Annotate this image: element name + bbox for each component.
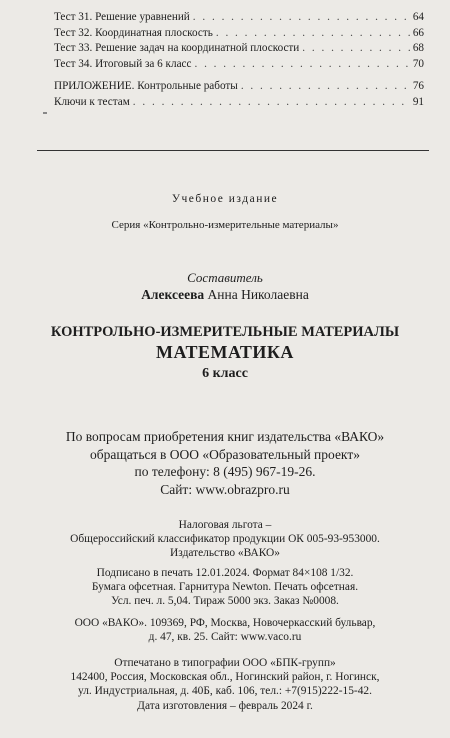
toc-entry-page: 64 [412, 11, 424, 23]
series-name: Серия «Контрольно-измерительные материалы» [111, 219, 339, 231]
contact-line: по телефону: 8 (495) 967-19-26. [134, 464, 316, 479]
print-line: Бумага офсетная. Гарнитура Newton. Печать офсетная. [91, 581, 359, 593]
publisher-line: д. 47, кв. 25. Сайт: www.vaco.ru [148, 631, 302, 643]
toc-leader-dots [194, 57, 409, 73]
toc-entry [54, 10, 424, 26]
toc-entry-title: Тест 34. Итоговый за 6 класс [54, 57, 192, 70]
book-title-line1: КОНТРОЛЬНО-ИЗМЕРИТЕЛЬНЫЕ МАТЕРИАЛЫ [50, 324, 400, 340]
tax-line: Налоговая льгота – [178, 519, 272, 531]
purchase-contact [0, 428, 450, 498]
toc-entry-page: 66 [412, 26, 424, 39]
book-title-line2: МАТЕМАТИКА [156, 342, 294, 362]
tax-info [0, 518, 450, 560]
print-line: Подписано в печать 12.01.2024. Формат 84×108 1/32. [96, 567, 354, 579]
toc-entry [54, 26, 424, 42]
printer-line: Отпечатано в типографии ООО «БПК-групп» [114, 657, 336, 669]
toc-leader-dots [302, 41, 410, 57]
printer-line: 142400, Россия, Московская обл., Ногинский район, г. Ногинск, [70, 671, 380, 683]
toc-leader-dots [216, 26, 410, 42]
author-surname: Алексеева [141, 287, 205, 302]
publisher-address [0, 616, 450, 644]
toc-entry-page: 68 [412, 42, 424, 54]
compiler-label: Составитель [187, 270, 263, 285]
toc-entry-title: Ключи к тестам [54, 95, 130, 108]
author-given-name: Анна Николаевна [207, 287, 309, 302]
toc-leader-dots [193, 10, 410, 26]
tax-line: Издательство «ВАКО» [170, 547, 280, 559]
toc-entry [54, 57, 424, 73]
manufacture-date: Дата изготовления – февраль 2024 г. [137, 700, 313, 712]
author-name [0, 287, 450, 303]
publication-kind: Учебное издание [171, 193, 279, 205]
toc-entry-page: 91 [412, 95, 424, 108]
toc-entry [54, 79, 424, 95]
toc-entry-title: ПРИЛОЖЕНИЕ. Контрольные работы [54, 80, 238, 92]
book-grade: 6 класс [202, 366, 248, 381]
tax-line: Общероссийский классификатор продукции ОК 005-93-953000. [70, 533, 380, 545]
printer-line: ул. Индустриальная, д. 40Б, каб. 106, тел.: +7(915)222-15-42. [78, 685, 372, 697]
print-line: Усл. печ. л. 5,04. Тираж 5000 экз. Заказ №0008. [111, 595, 339, 607]
contact-line: По вопросам приобретения книг издательства «ВАКО» [65, 429, 385, 444]
toc-entry-page: 76 [412, 80, 424, 92]
toc-entry [54, 41, 424, 57]
table-of-contents [54, 10, 424, 110]
toc-entry-page: 70 [412, 57, 424, 70]
printer-info [0, 656, 450, 698]
toc-entry-title: Тест 32. Координатная плоскость [54, 26, 213, 39]
toc-entry-title: Тест 31. Решение уравнений [54, 11, 190, 23]
horizontal-rule [37, 150, 429, 151]
contact-line: обращаться в ООО «Образовательный проект» [90, 446, 360, 462]
toc-leader-dots [241, 79, 410, 95]
print-details [0, 566, 450, 608]
publisher-line: ООО «ВАКО». 109369, РФ, Москва, Новочеркасский бульвар, [74, 617, 376, 629]
toc-entry-title: Тест 33. Решение задач на координатной плоскости [54, 42, 300, 54]
contact-line: Сайт: www.obrazpro.ru [160, 481, 290, 497]
print-speck [43, 112, 47, 114]
toc-leader-dots [133, 95, 410, 111]
toc-entry [54, 95, 424, 111]
